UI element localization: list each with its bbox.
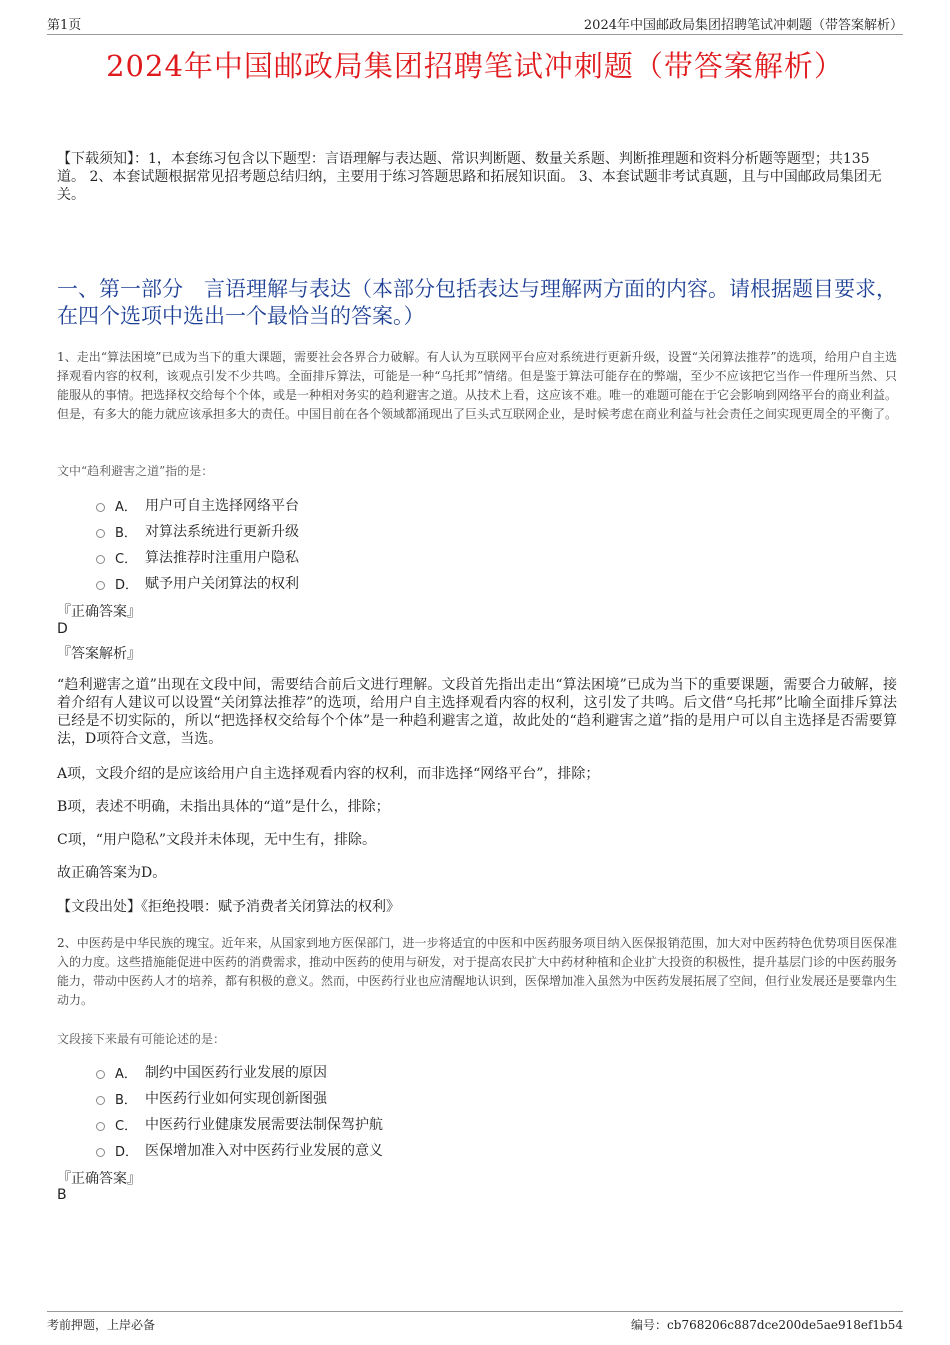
page-header <box>47 12 903 35</box>
question-2-stem: 2、中医药是中华民族的瑰宝。近年来，从国家到地方医保部门，进一步将适宜的中医和中医药服务项目纳入医保报销范围，加大对中医药特色优势项目医保准入的力度。这些措施能促进中医药的消费需求，推动中医药的使用与研发，对于提高农民扩大中药材种植和企业扩大投资的积极性，提升基层门诊的中医药服务能力，带动中医药人才的培养，都有积极的意义。然而，中医药行业也应清醒地认识到，医保增加准入虽然为中医药发展拓展了空间，但行业发展还是要靠内生动力。 <box>57 936 898 1007</box>
question-1-source: 【文段出处】《拒绝投喂：赋予消费者关闭算法的权利》 <box>57 899 400 915</box>
document-title: 2024年中国邮政局集团招聘笔试冲刺题（带答案解析） <box>106 49 844 83</box>
question-1-analysis-c: C项，“用户隐私”文段并未体现，无中生有，排除。 <box>57 832 377 848</box>
header-doc-title: 2024年中国邮政局集团招聘笔试冲刺题（带答案解析） <box>583 18 903 33</box>
question-2-options <box>96 1059 383 1163</box>
radio-icon[interactable] <box>96 555 105 564</box>
radio-icon[interactable] <box>96 1096 105 1105</box>
section-title: 一、第一部分 言语理解与表达（本部分包括表达与理解两方面的内容。请根据题目要求，在四个选项中选出一个最恰当的答案。） <box>57 277 897 328</box>
question-2-answer: B <box>57 1187 67 1203</box>
question-2-answer-label: 『正确答案』 <box>57 1171 141 1187</box>
question-2-option-b[interactable]: B． 中医药行业如何实现创新图强 <box>96 1085 383 1111</box>
radio-icon[interactable] <box>96 503 105 512</box>
question-1-option-c[interactable]: C． 算法推荐时注重用户隐私 <box>96 544 299 570</box>
question-1-analysis-main: “趋利避害之道”出现在文段中间，需要结合前后文进行理解。文段首先指出走出“算法困境”已成为当下的重要课题，需要合力破解，接着介绍有人建议可以设置“关闭算法推荐”的选项，给用户自主选择观看内容的权利，这引发了共鸣。后文借“乌托邦”比喻全面排斥算法已经是不切实际的，所以“把选择权交给每个个体”是一种趋利避害之道，故此处的“趋利避害之道”指的是用户可以自主选择是否需要算法，D项符合文意，当选。 <box>57 677 897 747</box>
question-1-analysis-b: B项，表述不明确，未指出具体的“道”是什么，排除； <box>57 799 390 815</box>
question-1-analysis-conclusion: 故正确答案为D。 <box>57 865 167 881</box>
download-notice: 【下载须知】：1，本套练习包含以下题型：言语理解与表达题、常识判断题、数量关系题、判断推理题和资料分析题等题型；共135道。 2、本套试题根据常见招考题总结归纳，主要用于练习答题思路和拓展知识面。 3、本套试题非考试真题，且与中国邮政局集团无关。 <box>57 151 882 203</box>
question-1-stem: 1、走出“算法困境”已成为当下的重大课题，需要社会各界合力破解。有人认为互联网平台应对系统进行更新升级，设置“关闭算法推荐”的选项，给用户自主选择观看内容的权利，该观点引发不少共鸣。全面排斥算法，可能是一种“乌托邦”情绪。但是鉴于算法可能存在的弊端，至少不应该把它当作一件理所当然、只能服从的事情。把选择权交给每个个体，或是一种相对务实的趋利避害之道。从技术上看，这应该不难。唯一的难题可能在于它会影响到网络平台的商业利益。但是，有多大的能力就应该承担多大的责任。中国目前在各个领域都涌现出了巨头式互联网企业，是时候考虑在商业利益与社会责任之间实现更周全的平衡了。 <box>57 350 898 421</box>
question-1-option-d[interactable]: D． 赋予用户关闭算法的权利 <box>96 570 299 596</box>
radio-icon[interactable] <box>96 581 105 590</box>
page-footer <box>47 1311 903 1332</box>
radio-icon[interactable] <box>96 1070 105 1079</box>
question-1-option-a[interactable]: A． 用户可自主选择网络平台 <box>96 492 299 518</box>
question-2-ask: 文段接下来最有可能论述的是： <box>57 1032 226 1046</box>
question-1-ask: 文中“趋利避害之道”指的是： <box>57 464 214 478</box>
radio-icon[interactable] <box>96 1122 105 1131</box>
footer-serial: 编号：cb768206c887dce200de5ae918ef1b54 <box>631 1318 903 1332</box>
question-1-option-b[interactable]: B． 对算法系统进行更新升级 <box>96 518 299 544</box>
question-1-options <box>96 492 299 596</box>
footer-slogan: 考前押题，上岸必备 <box>47 1318 156 1332</box>
page-number: 第1页 <box>47 18 82 33</box>
question-1-answer-label: 『正确答案』 <box>57 604 141 620</box>
question-1-answer: D <box>57 621 68 637</box>
question-1-analysis-a: A项，文段介绍的是应该给用户自主选择观看内容的权利，而非选择“网络平台”，排除； <box>57 766 600 782</box>
question-1-analysis-label: 『答案解析』 <box>57 646 141 662</box>
question-2-option-c[interactable]: C． 中医药行业健康发展需要法制保驾护航 <box>96 1111 383 1137</box>
question-2-option-a[interactable]: A． 制约中国医药行业发展的原因 <box>96 1059 383 1085</box>
question-2-option-d[interactable]: D． 医保增加准入对中医药行业发展的意义 <box>96 1137 383 1163</box>
radio-icon[interactable] <box>96 529 105 538</box>
radio-icon[interactable] <box>96 1148 105 1157</box>
